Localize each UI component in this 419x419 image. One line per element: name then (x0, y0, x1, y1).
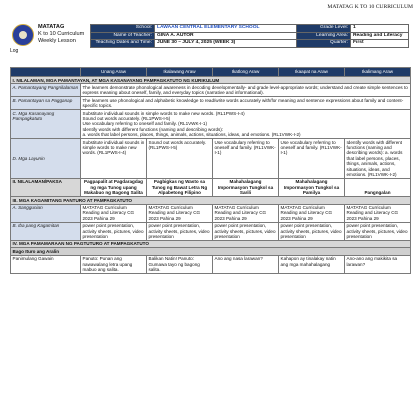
section4-subtitle: Bago Ituro ang Aralin (11, 248, 411, 255)
mga-layunin-row (11, 139, 411, 179)
competency-line: a. words that label persons, places, things, animals, actions, situations, ideas, and emotions. (RL1VWK-I-2) (82, 132, 301, 138)
materials-day-3: power point presentation, activity sheets, pictures, video presentation (213, 222, 279, 240)
dates-value: JUNE 30 – JULY 4, 2025 (WEEK 3) (155, 40, 297, 48)
objective-day-1: Substitute individual sounds in simple words to make new words. (RL1PWS-I-4) (81, 139, 147, 179)
teacher-value: GINA A. AUTOR (155, 32, 297, 40)
row-label-kagamitan: B. Iba pang Kagamitan (11, 222, 81, 240)
grade-value: 1 (351, 25, 409, 33)
panimulang-gawain-row (11, 255, 411, 273)
materials-day-1: power point presentation, activity sheets, pictures, video presentation (81, 222, 147, 240)
reference-day-2: MATATAG Curriculum Reading and Literacy CG 2023 Pahina 29 (147, 204, 213, 222)
materials-day-4: power point presentation, activity sheets, pictures, video presentation (279, 222, 345, 240)
section3-title-row (11, 197, 411, 204)
brand-line3: Weekly Lesson (38, 38, 76, 44)
days-header-row (11, 68, 411, 77)
topic-day-3: Mahahalagang Impormasyon Tungkol sa Sarili (213, 178, 279, 196)
section3-title: III. MGA KAGAMITANG PANTURO AT PAMPAGKATUTO (11, 197, 411, 204)
lesson-log-table (10, 67, 411, 274)
reference-day-5: MATATAG Curriculum Reading and Literacy CG 2023 Pahina 29 (345, 204, 411, 222)
brand-line1: MATATAG (38, 24, 65, 30)
row-label-c: C. Mga Kasanayang Pampagkatuto (11, 110, 81, 139)
row-label-sanggunian: A. Sanggunian (11, 204, 81, 222)
reference-day-1: MATATAG Curriculum Reading and Literacy CG 2023 Pahina 29 (81, 204, 147, 222)
dates-label: Teaching Dates and Time: (91, 40, 155, 48)
brand-line4: Log (10, 48, 19, 54)
topic-day-2: Pagbigkas ng Wasto sa Tunog ng Bawat Letra Ng Alpabetong Filipino (147, 178, 213, 196)
kasanayang-pampagkatuto-row (11, 110, 411, 139)
school-value: LAWAAN CENTRAL ELEMENTARY SCHOOL (155, 25, 297, 33)
performance-standard-text: The learners use phonological and alphabetic knowledge to read/write words accurately with/for meaning and sentence expressions about family and content-specific topics. (81, 97, 411, 110)
competency-line: Sound out words accurately. (RL1PWS-I-5) (82, 115, 171, 121)
section1-title-row (11, 77, 411, 84)
section2-row (11, 178, 411, 196)
content-standard-text: The learners demonstrate phonological awareness in decoding developmentally- and grade level-appropriate words; understand and create simple sentences to express meaning about oneself, family, and everyday topics (narrative and informational). (81, 84, 411, 97)
objective-day-3: Use vocabulary referring to oneself and family. (RL1VWK-I-1) (213, 139, 279, 179)
objective-day-5: Identify words with different functions (naming and describing words): a. words that label persons, places, things, animals, actions, situations, ideas, and emotions. (RL1VWK-I-2) (345, 139, 411, 179)
days-corner (11, 68, 81, 77)
brand-title (38, 24, 84, 45)
row-label-b: B. Pamantayan sa Pagganap (11, 97, 81, 110)
document-header (10, 22, 410, 58)
day-1-header: Unang Araw (81, 68, 147, 77)
area-value: Reading and Literacy (351, 32, 409, 40)
objective-day-2: Sound out words accurately. (RL1PWS-I-5) (147, 139, 213, 179)
intro-day-4: Kahapon ay tinalakay natin ang mga mahahalagang (279, 255, 345, 273)
row-label-d: D. Mga Layunin (11, 139, 81, 179)
section4-title-row (11, 240, 411, 247)
competency-line: Identify words with different functions (naming and describing words): (82, 126, 224, 132)
topic-day-5: Pangngalan (345, 178, 411, 196)
section4-sub-row (11, 248, 411, 255)
section1-title: I. NILALAMAN, MGA PAMANTAYAN, AT MGA KASANAYANG PAMPAGKATUTO NG KURIKULUM (11, 77, 411, 84)
section2-title: II. NILALAMAN/PAKSA (11, 178, 81, 196)
competencies-cell (81, 110, 411, 139)
curriculum-corner-label: MATATAG K TO 10 CURRICULUM (327, 4, 413, 10)
day-3-header: Ikatlong Araw (213, 68, 279, 77)
intro-day-2: Balikan Natin! Panuto: Gumawa tayo ng bagong salita. (147, 255, 213, 273)
area-label: Learning Area: (297, 32, 351, 40)
grade-label: Grade Level: (297, 25, 351, 33)
row-label-a: A. Pamantayang Pangnilalaman (11, 84, 81, 97)
reference-day-3: MATATAG Curriculum Reading and Literacy CG 2023 Pahina 29 (213, 204, 279, 222)
day-2-header: Ikalawang Araw (147, 68, 213, 77)
materials-day-2: power point presentation, activity sheets, pictures, video presentation (147, 222, 213, 240)
intro-day-5: Ano-ano ang makikita sa larawan? (345, 255, 411, 273)
pamantayang-pangnilalaman-row (11, 84, 411, 97)
deped-seal-icon (12, 24, 34, 46)
materials-day-5: power point presentation, activity sheets, pictures, video presentation (345, 222, 411, 240)
school-label: School: (91, 25, 155, 33)
brand-line2: K to 10 Curriculum (38, 31, 85, 37)
section4-title: IV. MGA PAMAMARAAN NG PAGTUTURO AT PAMPAGKATUTO (11, 240, 411, 247)
teacher-label: Name of Teacher: (91, 32, 155, 40)
competency-line: Substitute individual sounds in simple words to make new words. (RL1PWS-I-4) (82, 110, 245, 116)
quarter-label: Quarter: (297, 40, 351, 48)
competency-line: Use vocabulary referring to oneself and family. (RL1VWK-I-1) (82, 121, 208, 127)
intro-day-3: Ano ang nasa larawan? (213, 255, 279, 273)
topic-day-1: Pagpapalit at Pagdaragdag ng mga Tunog upang Makabuo ng Bagong Salita (81, 178, 147, 196)
topic-day-4: Mahahalagang Impormasyon Tungkol sa Pamilya (279, 178, 345, 196)
day-5-header: Ikalimang Araw (345, 68, 411, 77)
objective-day-4: Use vocabulary referring to oneself and family. (RL1VWK-I-1) (279, 139, 345, 179)
sanggunian-row (11, 204, 411, 222)
header-info-table (90, 24, 409, 48)
row-label-panimulang: Panimulang Gawain (11, 255, 81, 273)
quarter-value: First (351, 40, 409, 48)
reference-day-4: MATATAG Curriculum Reading and Literacy CG 2023 Pahina 29 (279, 204, 345, 222)
pamantayan-sa-pagganap-row (11, 97, 411, 110)
day-4-header: Ikaapat na Araw (279, 68, 345, 77)
intro-day-1: Panuto: Punan ang nawawalang letra upang mabuo ang salita. (81, 255, 147, 273)
iba-pang-kagamitan-row (11, 222, 411, 240)
